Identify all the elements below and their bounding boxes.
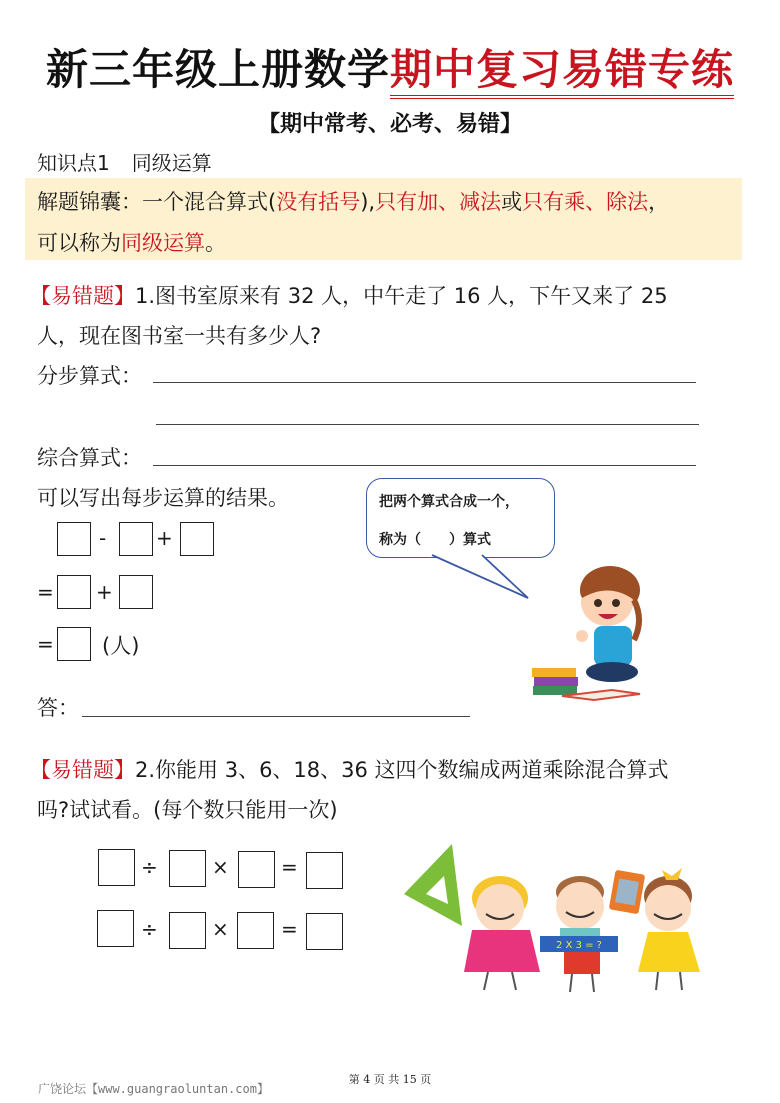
answer-box[interactable] bbox=[169, 850, 206, 887]
answer-box[interactable] bbox=[306, 852, 343, 889]
tip-line-2 bbox=[37, 227, 226, 257]
answer-box[interactable] bbox=[169, 912, 206, 949]
answer-box[interactable] bbox=[237, 912, 274, 949]
answer-box[interactable] bbox=[238, 851, 275, 888]
tip-highlight: 同级运算 bbox=[121, 231, 205, 255]
bubble-tail-icon bbox=[420, 552, 530, 602]
question-text: 2.你能用 3、6、18、36 这四个数编成两道乘除混合算式 bbox=[135, 758, 669, 782]
bubble-line-2: 称为（ ）算式 bbox=[379, 532, 491, 548]
answer-box[interactable] bbox=[57, 522, 91, 556]
equals-sign: = bbox=[37, 580, 54, 604]
hint-text: 可以写出每步运算的结果。 bbox=[37, 486, 289, 510]
tip-line-1 bbox=[37, 186, 669, 216]
answer-box[interactable] bbox=[98, 849, 135, 886]
answer-box[interactable] bbox=[306, 913, 343, 950]
combined-formula-answer-line[interactable] bbox=[153, 465, 696, 466]
page-number: 第 4 页 共 15 页 bbox=[348, 1073, 432, 1086]
kp-number: 知识点1 bbox=[37, 151, 110, 175]
kp-name: 同级运算 bbox=[131, 151, 212, 175]
combined-formula-label: 综合算式： bbox=[37, 446, 142, 470]
subtitle: 【期中常考、必考、易错】 bbox=[257, 111, 522, 137]
equals-sign: = bbox=[37, 632, 54, 656]
tip-text: 。 bbox=[205, 231, 226, 255]
question-2-line-1 bbox=[30, 754, 669, 784]
answer-box[interactable] bbox=[57, 575, 91, 609]
error-prone-tag: 【易错题】 bbox=[30, 284, 135, 308]
three-kids-math-illustration bbox=[400, 840, 730, 1010]
question-2-line-2: 吗?试试看。(每个数只能用一次) bbox=[37, 798, 338, 822]
title-red: 期中复习易错专练 bbox=[390, 45, 734, 99]
multiply-sign: × bbox=[212, 855, 229, 879]
equals-sign: = bbox=[281, 855, 298, 879]
tip-highlight: 没有括号 bbox=[276, 190, 361, 214]
speech-bubble bbox=[366, 478, 555, 558]
tip-text: 可以称为 bbox=[37, 231, 121, 255]
page-title bbox=[0, 42, 780, 98]
answer-box[interactable] bbox=[119, 575, 153, 609]
tip-text: 或 bbox=[501, 190, 523, 214]
step-formula-answer-line-2[interactable] bbox=[156, 424, 699, 425]
step-formula-answer-line-1[interactable] bbox=[153, 382, 696, 383]
error-prone-tag: 【易错题】 bbox=[30, 758, 135, 782]
answer-label: 答： bbox=[37, 696, 79, 720]
divide-sign: ÷ bbox=[141, 917, 158, 941]
tip-label: 解题锦囊： bbox=[37, 190, 142, 214]
site-watermark: 广饶论坛【www.guangraoluntan.com】 bbox=[38, 1082, 269, 1096]
unit-label: (人) bbox=[102, 634, 140, 658]
tip-highlight: 只有加、减法 bbox=[375, 190, 502, 214]
bubble-line-1: 把两个算式合成一个， bbox=[379, 494, 519, 510]
title-black: 新三年级上册数学 bbox=[45, 45, 390, 94]
tip-text: ， bbox=[648, 190, 670, 214]
equals-sign: = bbox=[281, 917, 298, 941]
question-1-line-2: 人，现在图书室一共有多少人? bbox=[37, 324, 322, 348]
sign-text: 2 X 3 = ? bbox=[556, 940, 602, 951]
answer-box[interactable] bbox=[97, 910, 134, 947]
girl-with-books-illustration bbox=[530, 560, 670, 710]
divide-sign: ÷ bbox=[141, 855, 158, 879]
answer-line[interactable] bbox=[82, 716, 470, 717]
multiply-sign: × bbox=[212, 917, 229, 941]
plus-sign: + bbox=[96, 580, 113, 604]
knowledge-point-heading bbox=[37, 147, 212, 176]
answer-box[interactable] bbox=[57, 627, 91, 661]
plus-sign: + bbox=[156, 526, 173, 550]
tip-text: ), bbox=[360, 190, 376, 214]
question-text: 1.图书室原来有 32 人，中午走了 16 人，下午又来了 25 bbox=[135, 284, 668, 308]
answer-box[interactable] bbox=[180, 522, 214, 556]
step-formula-label: 分步算式： bbox=[37, 364, 142, 388]
answer-box[interactable] bbox=[119, 522, 153, 556]
minus-sign: - bbox=[99, 526, 107, 550]
question-1-line-1 bbox=[30, 280, 668, 310]
tip-text: 一个混合算式( bbox=[142, 190, 277, 214]
tip-highlight: 只有乘、除法 bbox=[522, 190, 649, 214]
